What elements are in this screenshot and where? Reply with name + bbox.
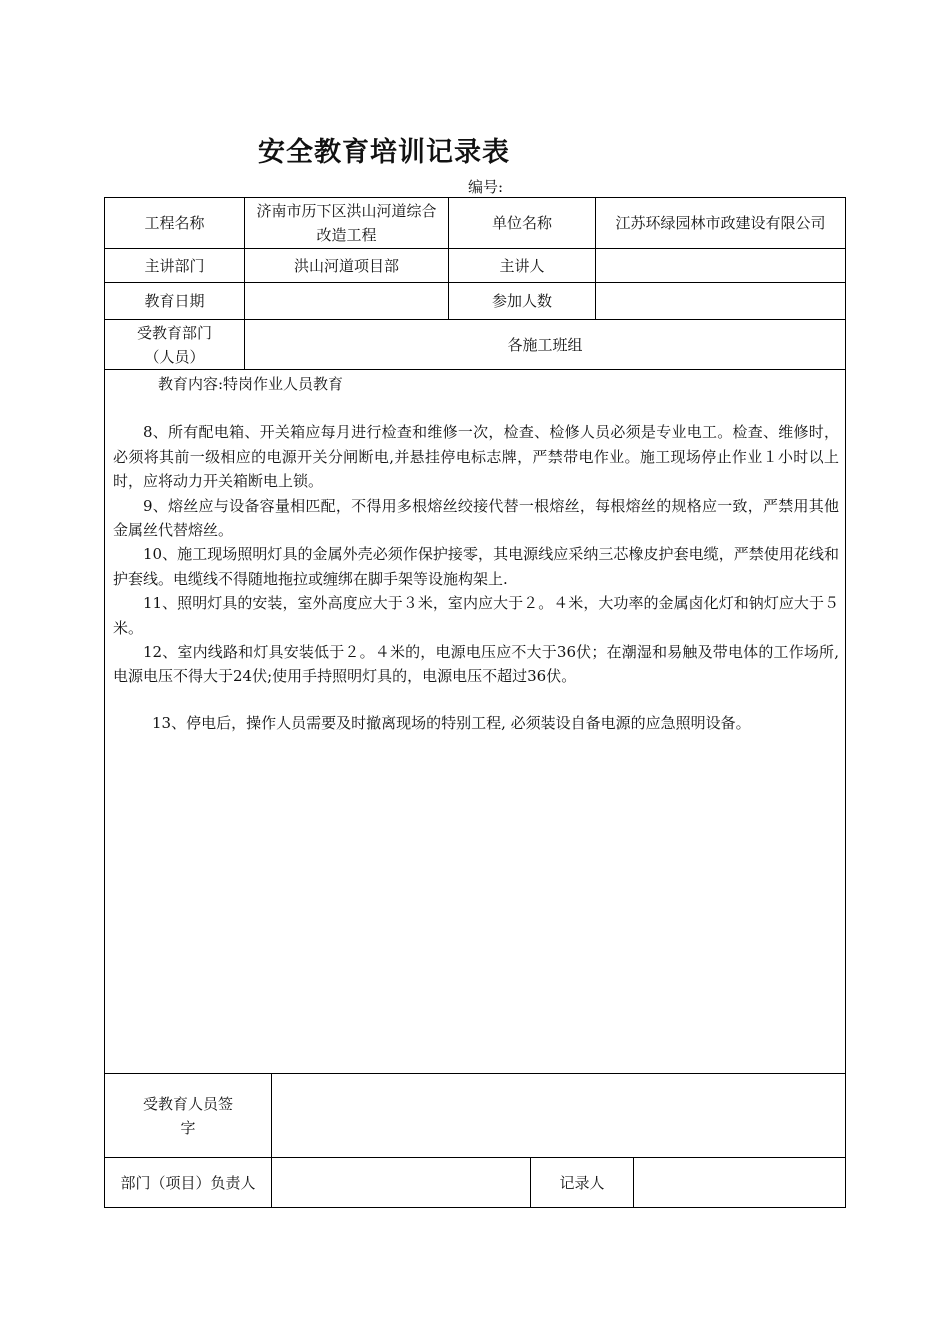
content-item: 12、室内线路和灯具安装低于２。４米的，电源电压应不大于36伏；在潮湿和易触及带电体的工作场所,电源电压不得大于24伏;使用手持照明灯具的，电源电压不超过36伏。 bbox=[113, 643, 839, 686]
document-title: 安全教育培训记录表 bbox=[258, 137, 510, 168]
lecture-department-label: 主讲部门 bbox=[144, 256, 205, 275]
content-item: 9、熔丝应与设备容量相匹配，不得用多根熔丝绞接代替一根熔丝，每根熔丝的规格应一致，严禁用其他金属丝代替熔丝。 bbox=[113, 496, 839, 540]
attendees-value bbox=[596, 283, 845, 319]
lecturer-label: 主讲人 bbox=[499, 256, 545, 275]
recorder-label: 记录人 bbox=[559, 1174, 605, 1192]
trainee-signature-field[interactable] bbox=[272, 1074, 845, 1157]
trainee-signature-label: 受教育人员签字 bbox=[143, 1094, 234, 1137]
content-item: 8、所有配电箱、开关箱应每月进行检查和维修一次，检查、检修人员必须是专业电工。检查、维修时，必须将其前一级相应的电源开关分闸断电,并悬挂停电标志牌，严禁带电作业。施工现场停止作业１小时以上时，应将动力开关箱断电上锁。 bbox=[113, 423, 839, 491]
trainee-department-label: 受教育部门（人员） bbox=[136, 323, 212, 366]
unit-name-label: 单位名称 bbox=[491, 214, 552, 232]
document-number-label: 编号: bbox=[468, 178, 504, 196]
education-date-value bbox=[245, 283, 448, 319]
education-date-label: 教育日期 bbox=[144, 292, 205, 310]
education-content bbox=[113, 372, 839, 735]
lecture-department-value: 洪山河道项目部 bbox=[293, 256, 399, 275]
recorder-field[interactable] bbox=[634, 1158, 845, 1208]
training-record-table bbox=[104, 197, 846, 1208]
content-item: 11、照明灯具的安装，室外高度应大于３米，室内应大于２。４米，大功率的金属卤化灯和钠灯应大于５米。 bbox=[113, 594, 839, 637]
department-head-field[interactable] bbox=[272, 1158, 530, 1208]
lecturer-value bbox=[596, 249, 845, 282]
unit-name-value: 江苏环绿园林市政建设有限公司 bbox=[615, 214, 826, 232]
row-divider bbox=[105, 369, 845, 370]
project-name-label: 工程名称 bbox=[144, 214, 205, 232]
trainee-department-value: 各施工班组 bbox=[507, 335, 583, 354]
content-item: 13、停电后，操作人员需要及时撤离现场的特别工程, 必须装设自备电源的应急照明设备。 bbox=[152, 713, 751, 732]
content-item: 10、施工现场照明灯具的金属外壳必须作保护接零，其电源线应采纳三芯橡皮护套电缆，严禁使用花线和护套线。电缆线不得随地拖拉或缠绑在脚手架等设施构架上. bbox=[113, 545, 839, 588]
department-head-label: 部门（项目）负责人 bbox=[120, 1174, 256, 1192]
content-intro: 教育内容:特岗作业人员教育 bbox=[158, 375, 344, 393]
attendees-label: 参加人数 bbox=[491, 292, 552, 310]
project-name-value: 济南市历下区洪山河道综合改造工程 bbox=[256, 202, 437, 244]
